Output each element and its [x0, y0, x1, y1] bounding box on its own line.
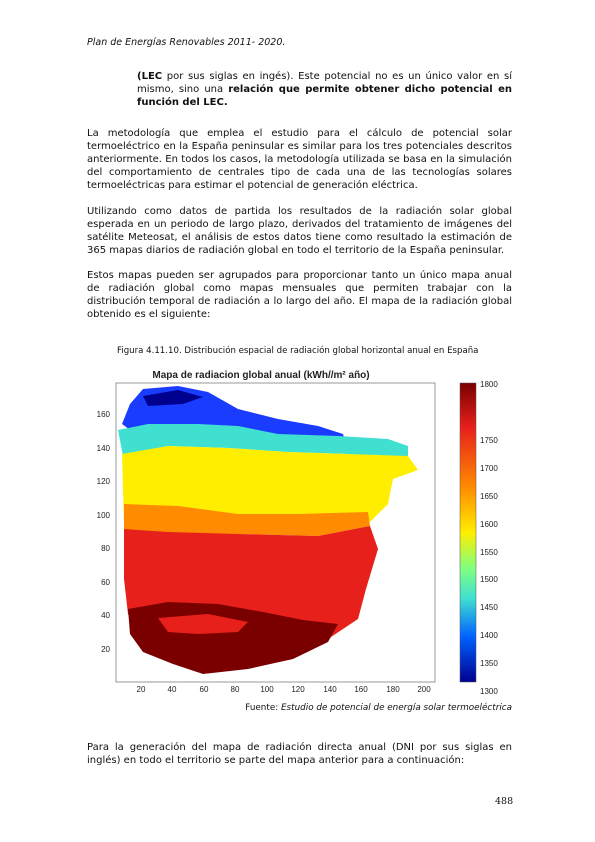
lec-paragraph: [137, 70, 512, 109]
page-header: Plan de Energías Renovables 2011- 2020.: [87, 37, 286, 48]
x-tick-label: 200: [417, 685, 431, 694]
colorbar-tick-label: 1600: [480, 520, 498, 529]
maps-paragraph: Estos mapas pueden ser agrupados para proporcionar tanto un único mapa anual de radiación global como mapas mensuales que permiten trabajar con la distribución temporal de radiación a lo largo del año. El mapa de la radiación global obtenido es el siguiente:: [87, 270, 512, 320]
x-tick-label: 20: [136, 685, 146, 694]
x-ticks: [137, 685, 432, 694]
colorbar-tick-label: 1400: [480, 631, 498, 640]
methodology-paragraph: La metodología que emplea el estudio para el cálculo de potencial solar termoeléctrico en la España peninsular es similar para los tres potenciales descritos anteriormente. En todos los casos, la metodología utilizada se basa en la simulación del comportamiento de centrales tipo de cada una de las tecnologías solares termoeléctricas para estimar el potencial de generación eléctrica.: [87, 128, 512, 191]
y-tick-label: 100: [96, 511, 110, 520]
x-tick-label: 180: [386, 685, 400, 694]
radiation-map-figure: [88, 364, 500, 700]
x-tick-label: 140: [323, 685, 337, 694]
y-tick-label: 80: [101, 544, 110, 553]
x-tick-label: 120: [291, 685, 305, 694]
figure-caption: Figura 4.11.10. Distribución espacial de radiación global horizontal anual en España: [117, 346, 479, 356]
y-tick-label: 40: [101, 611, 110, 620]
x-tick-label: 100: [260, 685, 274, 694]
colorbar: [460, 383, 476, 682]
colorbar-tick-label: 1300: [480, 687, 498, 696]
lec-emphasis: relación que permite obtener dicho potencial en función del LEC: [137, 84, 512, 108]
page-number: 488: [495, 796, 514, 807]
source-title: Estudio de potencial de energía solar termoeléctrica: [281, 703, 512, 713]
lec-term: (LEC: [137, 71, 163, 82]
y-ticks: [97, 410, 111, 654]
y-tick-label: 160: [96, 410, 110, 419]
colorbar-tick-label: 1750: [480, 436, 498, 445]
source-label: Fuente:: [245, 703, 281, 713]
colorbar-tick-label: 1650: [480, 492, 498, 501]
colorbar-tick-label: 1350: [480, 659, 498, 668]
colorbar-ticks: [480, 380, 498, 696]
figure-source: [200, 703, 512, 713]
x-tick-label: 160: [354, 685, 368, 694]
colorbar-tick-label: 1450: [480, 603, 498, 612]
lec-end: .: [223, 97, 228, 108]
input-data-paragraph: Utilizando como datos de partida los resultados de la radiación solar global esperada en un periodo de largo plazo, derivados del tratamiento de imágenes del satélite Meteosat, el análisis de estos datos tiene como resultado la estimación de 365 mapas diarios de radiación global en todo el territorio de la España peninsular.: [87, 206, 512, 256]
colorbar-tick-label: 1800: [480, 380, 498, 389]
colorbar-tick-label: 1700: [480, 464, 498, 473]
colorbar-tick-label: 1500: [480, 575, 498, 584]
y-tick-label: 60: [101, 578, 110, 587]
x-tick-label: 40: [167, 685, 177, 694]
x-tick-label: 80: [230, 685, 240, 694]
map-title: Mapa de radiacion global anual (kWh//m² año): [152, 370, 370, 381]
y-tick-label: 120: [96, 477, 110, 486]
lec-text: por sus siglas en ingés). Este potencial no es un único valor en sí mismo, sino una: [137, 71, 512, 95]
dni-paragraph: Para la generación del mapa de radiación directa anual (DNI por sus siglas en inglés) en todo el territorio se parte del mapa anterior para a continuación:: [87, 742, 512, 766]
y-tick-label: 20: [101, 645, 110, 654]
x-tick-label: 60: [199, 685, 209, 694]
y-tick-label: 140: [96, 444, 110, 453]
colorbar-tick-label: 1550: [480, 548, 498, 557]
